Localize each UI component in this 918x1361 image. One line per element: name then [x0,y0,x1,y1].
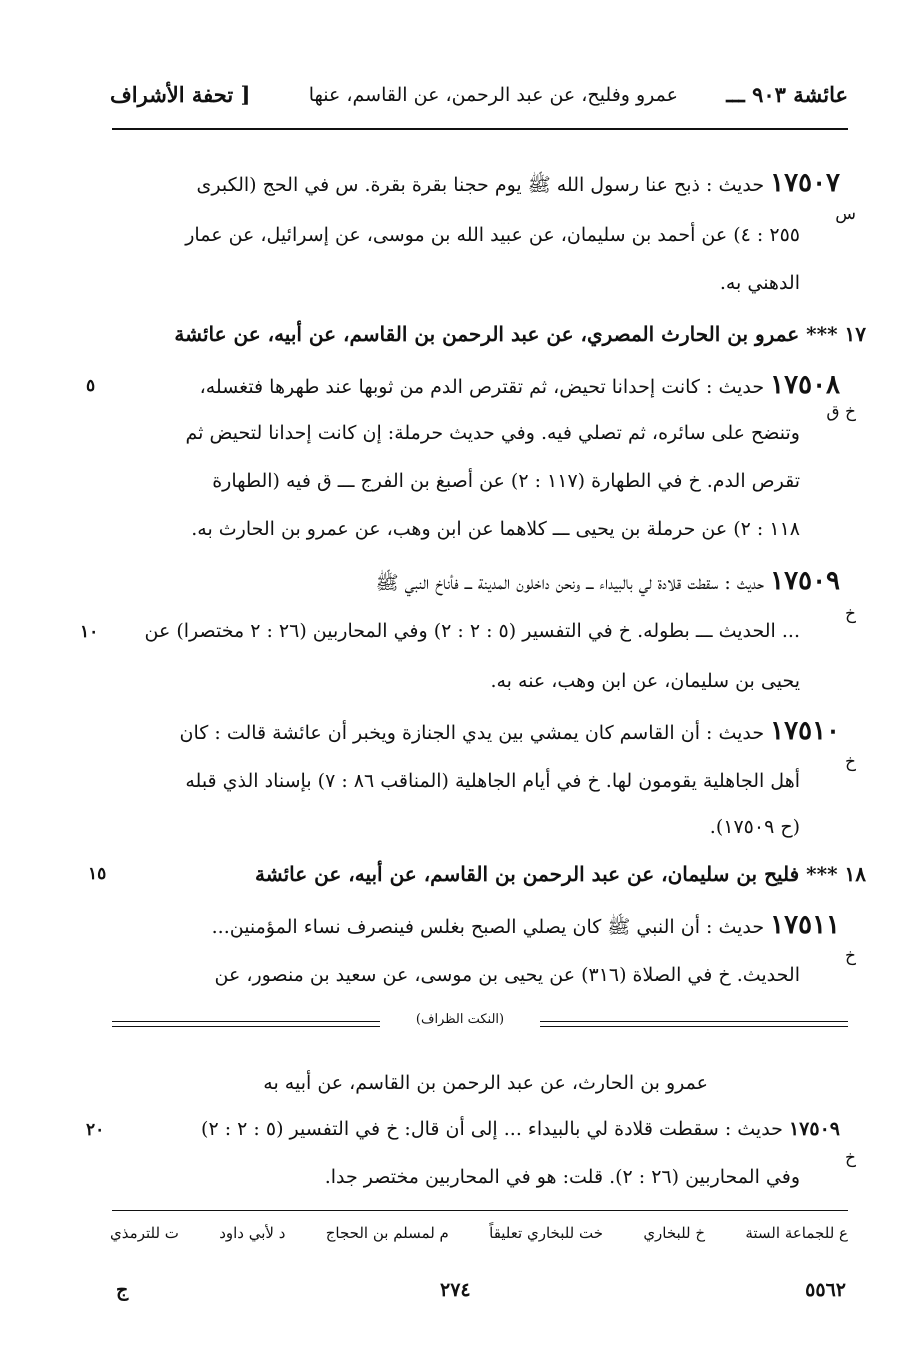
abbr-item: خ للبخاري [643,1224,706,1242]
hadith-number: ١٧٥١٠ [770,716,840,746]
hadith-17508-line-4: ١١٨ : ٢) عن حرملة بن يحيى ـــ كلاهما عن ابن وهب، عن عمرو بن الحارث به. [191,518,800,540]
header-left: [ تحفة الأشراف [110,82,251,107]
hadith-17509-sigla: خ [845,604,856,624]
section-18-heading: ١٨ *** فليح بن سليمان، عن عبد الرحمن بن القاسم، عن أبيه، عن عائشة [255,862,866,886]
hadith-17509-line-2: ... الحديث ـــ بطوله. خ في التفسير (٥ : ٢ : ٢) وفي المحاربين (٢٦ : ٢ مختصرا) عن [144,620,800,642]
hadith-17507-sigla: س [835,204,856,224]
hadith-number: ١٧٥٠٩ [770,566,840,596]
notes-sigla: خ [845,1148,856,1168]
footer-hadith-range: ٥٥٦٢ [805,1279,846,1301]
notes-line-1: عمرو بن الحارث، عن عبد الرحمن بن القاسم، عن أبيه به [263,1072,708,1094]
hadith-number: ١٧٥١١ [770,910,840,940]
abbr-item: م لمسلم بن الحجاج [325,1224,449,1242]
abbr-item: ت للترمذي [110,1224,179,1242]
hadith-17508-line-3: تقرص الدم. خ في الطهارة (١١٧ : ٢) عن أصبغ بن الفرج ـــ ق فيه (الطهارة [212,470,800,492]
running-header [110,82,848,122]
hadith-17508-line-2: وتنضح على سائره، ثم تصلي فيه. وفي حديث حرملة: إن كانت إحدانا لتحيض ثم [185,422,800,444]
page-number: ٢٧٤ [440,1279,471,1301]
notes-line-2: ١٧٥٠٩ حديث : سقطت قلادة لي بالبيداء ... إلى أن قال: خ في التفسير (٥ : ٢ : ٢) [201,1118,840,1140]
line-margin-number: ١٥ [88,864,107,884]
hadith-number: ١٧٥٠٩ [788,1118,840,1140]
abbr-item: د لأبي داود [219,1224,286,1242]
header-rule [112,128,848,130]
footer-signature: ج [116,1279,129,1301]
header-middle: عمرو وفليح، عن عبد الرحمن، عن القاسم، عنها [308,84,678,106]
hadith-17507-line-1: ١٧٥٠٧ حديث : ذبح عنا رسول الله ﷺ يوم حجنا بقرة بقرة. س في الحج (الكبرى [196,168,840,198]
hadith-17510-line-1: ١٧٥١٠ حديث : أن القاسم كان يمشي بين يدي الجنازة ويخبر أن عائشة قالت : كان [179,716,840,746]
hadith-17510-line-3: (ح ١٧٥٠٩). [709,816,800,838]
line-margin-number: ١٠ [80,622,99,642]
hadith-17510-sigla: خ [845,752,856,772]
header-right: عائشة ٩٠٣ ـــ [726,82,848,107]
section-17-heading: ١٧ *** عمرو بن الحارث المصري، عن عبد الرحمن بن القاسم، عن أبيه، عن عائشة [174,322,866,346]
hadith-17511-sigla: خ [845,946,856,966]
hadith-17507-line-2: ٢٥٥ : ٤) عن أحمد بن سليمان، عن عبيد الله بن موسى، عن إسرائيل، عن عمار [185,224,800,246]
abbr-item: ع للجماعة الستة [745,1224,848,1242]
hadith-number: ١٧٥٠٨ [770,370,840,400]
footnote-rule [112,1210,848,1211]
notes-line-3: وفي المحاربين (٢٦ : ٢). قلت: هو في المحاربين مختصر جدا. [324,1166,800,1188]
abbr-item: خت للبخاري تعليقاً [489,1224,604,1242]
hadith-17509-line-3: يحيى بن سليمان، عن ابن وهب، عنه به. [490,670,800,692]
notes-title: (النكت الظراف) [380,1012,540,1027]
hadith-17511-line-2: الحديث. خ في الصلاة (٣١٦) عن يحيى بن موسى، عن سعيد بن منصور، عن [214,964,800,986]
hadith-number: ١٧٥٠٧ [770,168,840,198]
abbreviation-key [110,1224,848,1242]
hadith-17510-line-2: أهل الجاهلية يقومون لها. خ في أيام الجاهلية (المناقب ٨٦ : ٧) بإسناد الذي قبله [185,770,800,792]
hadith-17507-line-3: الدهني به. [719,272,800,294]
line-margin-number: ٢٠ [86,1120,105,1140]
line-margin-number: ٥ [86,376,96,396]
hadith-17508-sigla: خ ق [826,402,856,422]
hadith-17511-line-1: ١٧٥١١ حديث : أن النبي ﷺ كان يصلي الصبح بغلس فينصرف نساء المؤمنين... [211,910,840,940]
hadith-17508-line-1: ١٧٥٠٨ حديث : كانت إحدانا تحيض، ثم تقترص الدم من ثوبها عند طهرها فتغسله، [199,370,840,400]
hadith-17509-line-1: ١٧٥٠٩ حديث : سقطت قلادة لي بالبيداء ـــ ونحن داخلون المدينة ـــ فأناخ النبي ﷺ [375,566,840,596]
